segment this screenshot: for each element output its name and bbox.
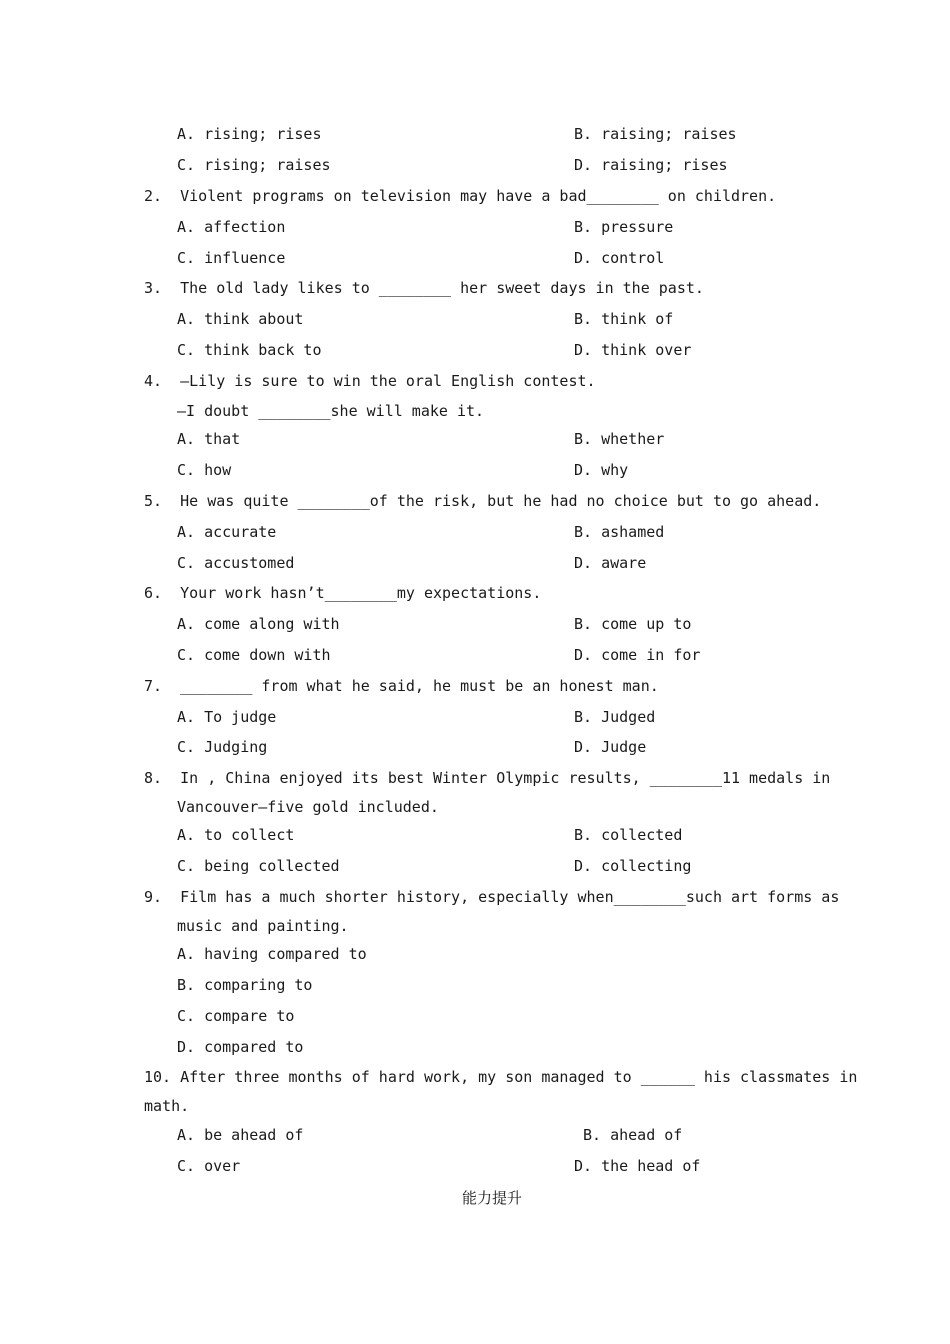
q1-option-b: B. raising; raises xyxy=(574,125,737,143)
q8-option-d: D. collecting xyxy=(574,857,692,875)
q5-stem: 5. He was quite ________of the risk, but he had no choice but to go ahead. xyxy=(144,492,822,510)
q2-stem: 2. Violent programs on television may have a bad________ on children. xyxy=(144,187,777,205)
q9-option-c: C. compare to xyxy=(177,1007,295,1025)
q8-stem: 8. In , China enjoyed its best Winter Olympic results, ________11 medals in xyxy=(144,769,831,787)
q5-option-a: A. accurate xyxy=(177,523,277,541)
q3-option-a: A. think about xyxy=(177,310,304,328)
q1-option-d: D. raising; rises xyxy=(574,156,728,174)
q6-stem: 6. Your work hasn’t________my expectations. xyxy=(144,584,542,602)
q6-option-a: A. come along with xyxy=(177,615,340,633)
q4-stem: 4. —Lily is sure to win the oral English contest. xyxy=(144,372,596,390)
q3-stem: 3. The old lady likes to ________ her sweet days in the past. xyxy=(144,279,704,297)
q10-stem-continued: math. xyxy=(144,1097,190,1115)
q9-stem-continued: music and painting. xyxy=(177,917,349,935)
q7-option-d: D. Judge xyxy=(574,738,647,756)
q1-option-c: C. rising; raises xyxy=(177,156,331,174)
q3-option-b: B. think of xyxy=(574,310,674,328)
q2-option-c: C. influence xyxy=(177,249,286,267)
q4-stem-continued: —I doubt ________she will make it. xyxy=(177,402,485,420)
q1-option-a: A. rising; rises xyxy=(177,125,322,143)
q3-option-d: D. think over xyxy=(574,341,692,359)
q2-option-b: B. pressure xyxy=(574,218,674,236)
q8-stem-continued: Vancouver—five gold included. xyxy=(177,798,439,816)
q6-option-b: B. come up to xyxy=(574,615,692,633)
q10-option-d: D. the head of xyxy=(574,1157,701,1175)
q5-option-c: C. accustomed xyxy=(177,554,295,572)
q4-option-d: D. why xyxy=(574,461,629,479)
q7-stem: 7. ________ from what he said, he must be an honest man. xyxy=(144,677,659,695)
q6-option-d: D. come in for xyxy=(574,646,701,664)
section-title: 能力提升 xyxy=(461,1189,522,1207)
q7-option-c: C. Judging xyxy=(177,738,268,756)
q3-option-c: C. think back to xyxy=(177,341,322,359)
q10-stem: 10. After three months of hard work, my son managed to ______ his classmates in xyxy=(144,1068,858,1086)
q8-option-b: B. collected xyxy=(574,826,683,844)
q10-option-b: B. ahead of xyxy=(583,1126,683,1144)
q8-option-a: A. to collect xyxy=(177,826,295,844)
q5-option-d: D. aware xyxy=(574,554,647,572)
q4-option-b: B. whether xyxy=(574,430,665,448)
q10-option-c: C. over xyxy=(177,1157,241,1175)
q2-option-d: D. control xyxy=(574,249,665,267)
q5-option-b: B. ashamed xyxy=(574,523,665,541)
q4-option-a: A. that xyxy=(177,430,241,448)
q7-option-b: B. Judged xyxy=(574,708,656,726)
q9-option-a: A. having compared to xyxy=(177,945,367,963)
q9-option-d: D. compared to xyxy=(177,1038,304,1056)
q10-option-a: A. be ahead of xyxy=(177,1126,304,1144)
q2-option-a: A. affection xyxy=(177,218,286,236)
q8-option-c: C. being collected xyxy=(177,857,340,875)
q9-stem: 9. Film has a much shorter history, especially when________such art forms as xyxy=(144,888,840,906)
q6-option-c: C. come down with xyxy=(177,646,331,664)
q9-option-b: B. comparing to xyxy=(177,976,313,994)
q7-option-a: A. To judge xyxy=(177,708,277,726)
q4-option-c: C. how xyxy=(177,461,232,479)
